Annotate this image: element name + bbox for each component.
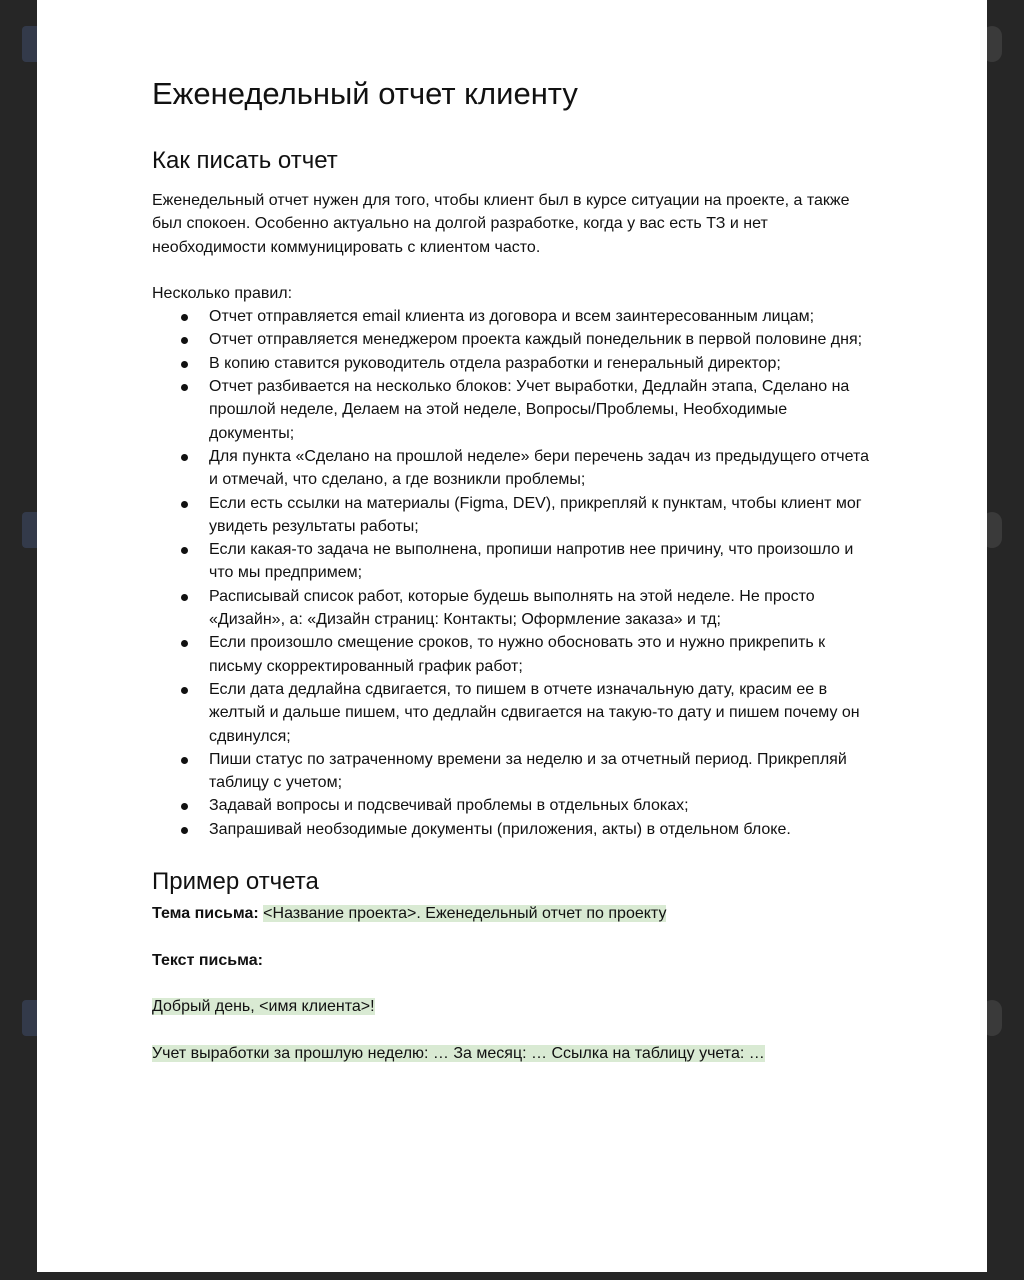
list-item-text: Задавай вопросы и подсвечивай проблемы в отдельных блоках;	[209, 797, 689, 815]
list-item-text: Пиши статус по затраченному времени за неделю и за отчетный период. Прикрепляй таблицу с учетом;	[209, 750, 847, 792]
email-greeting: Добрый день, <имя клиента>!	[152, 998, 375, 1016]
bullet-icon	[181, 547, 188, 554]
email-example	[152, 902, 872, 1065]
document-page	[37, 0, 987, 1272]
bullet-icon	[181, 803, 188, 810]
bullet-icon	[181, 687, 188, 694]
email-body-label: Текст письма:	[152, 951, 263, 969]
list-item-text: В копию ставится руководитель отдела разработки и генеральный директор;	[209, 354, 781, 372]
email-subject-value: <Название проекта>. Еженедельный отчет по проекту	[263, 905, 667, 923]
list-item	[152, 818, 872, 841]
section-heading-example: Пример отчета	[152, 868, 319, 896]
list-item-text: Для пункта «Сделано на прошлой неделе» бери перечень задач из предыдущего отчета и отмечай, что сделано, а где возникли проблемы;	[209, 447, 870, 489]
list-item	[152, 445, 872, 492]
intro-paragraph: Еженедельный отчет нужен для того, чтобы клиент был в курсе ситуации на проекте, а также был спокоен. Особенно актуально на долгой разработке, когда у вас есть ТЗ и нет необходимости коммуницировать с клиентом часто.	[152, 192, 850, 256]
list-item-text: Если какая-то задача не выполнена, пропиши напротив нее причину, что произошло и что мы предпримем;	[209, 541, 854, 582]
list-item	[152, 492, 872, 539]
list-item-text: Отчет отправляется email клиента из договора и всем заинтересованным лицам;	[209, 308, 815, 326]
list-item	[152, 585, 872, 632]
email-subject-label: Тема письма:	[152, 905, 259, 923]
list-item	[152, 631, 872, 678]
page-content	[152, 72, 872, 1065]
bullet-icon	[181, 640, 188, 647]
list-item-text: Отчет разбивается на несколько блоков: Учет выработки, Дедлайн этапа, Сделано на прошлой неделе, Делаем на этой неделе, Вопросы/Проблемы, Необходимые документы;	[209, 378, 850, 442]
list-item-text: Запрашивай необзодимые документы (приложения, акты) в отдельном блоке.	[209, 820, 791, 838]
bullet-icon	[181, 827, 188, 834]
section-heading-how: Как писать отчет	[152, 147, 338, 174]
email-body-line	[152, 949, 872, 972]
page-title: Еженедельный отчет клиенту	[152, 76, 578, 111]
bullet-icon	[181, 337, 188, 344]
bullet-icon	[181, 361, 188, 368]
bullet-icon	[181, 501, 188, 508]
list-item	[152, 794, 872, 817]
bullet-icon	[181, 594, 188, 601]
list-item-text: Если дата дедлайна сдвигается, то пишем в отчете изначальную дату, красим ее в желтый и дальше пишем, что дедлайн сдвигается на такую-то дату и пишем почему он сдвинулся;	[209, 680, 860, 745]
list-item	[152, 375, 872, 445]
bullet-icon	[181, 384, 188, 391]
list-item	[152, 748, 872, 795]
email-greeting-line	[152, 995, 872, 1018]
list-item	[152, 538, 872, 585]
rules-list	[152, 305, 872, 841]
bullet-icon	[181, 454, 188, 461]
list-item-text: Отчет отправляется менеджером проекта каждый понедельник в первой половине дня;	[209, 331, 863, 349]
list-item	[152, 305, 872, 328]
list-item	[152, 678, 872, 748]
rules-heading: Несколько правил:	[152, 284, 293, 302]
list-item-text: Если есть ссылки на материалы (Figma, DEV), прикрепляй к пунктам, чтобы клиент мог увидеть результаты работы;	[209, 494, 862, 535]
email-subject-line	[152, 902, 872, 925]
list-item	[152, 352, 872, 375]
bullet-icon	[181, 314, 188, 321]
bullet-icon	[181, 757, 188, 764]
email-worklog: Учет выработки за прошлую неделю: … За месяц: … Ссылка на таблицу учета: …	[152, 1044, 765, 1062]
list-item	[152, 328, 872, 351]
list-item-text: Если произошло смещение сроков, то нужно обосновать это и нужно прикрепить к письму скорректированный график работ;	[209, 634, 826, 675]
email-worklog-line	[152, 1042, 872, 1065]
list-item-text: Расписывай список работ, которые будешь выполнять на этой неделе. Не просто «Дизайн», а: «Дизайн страниц: Контакты; Оформление заказа» и тд;	[209, 587, 815, 629]
